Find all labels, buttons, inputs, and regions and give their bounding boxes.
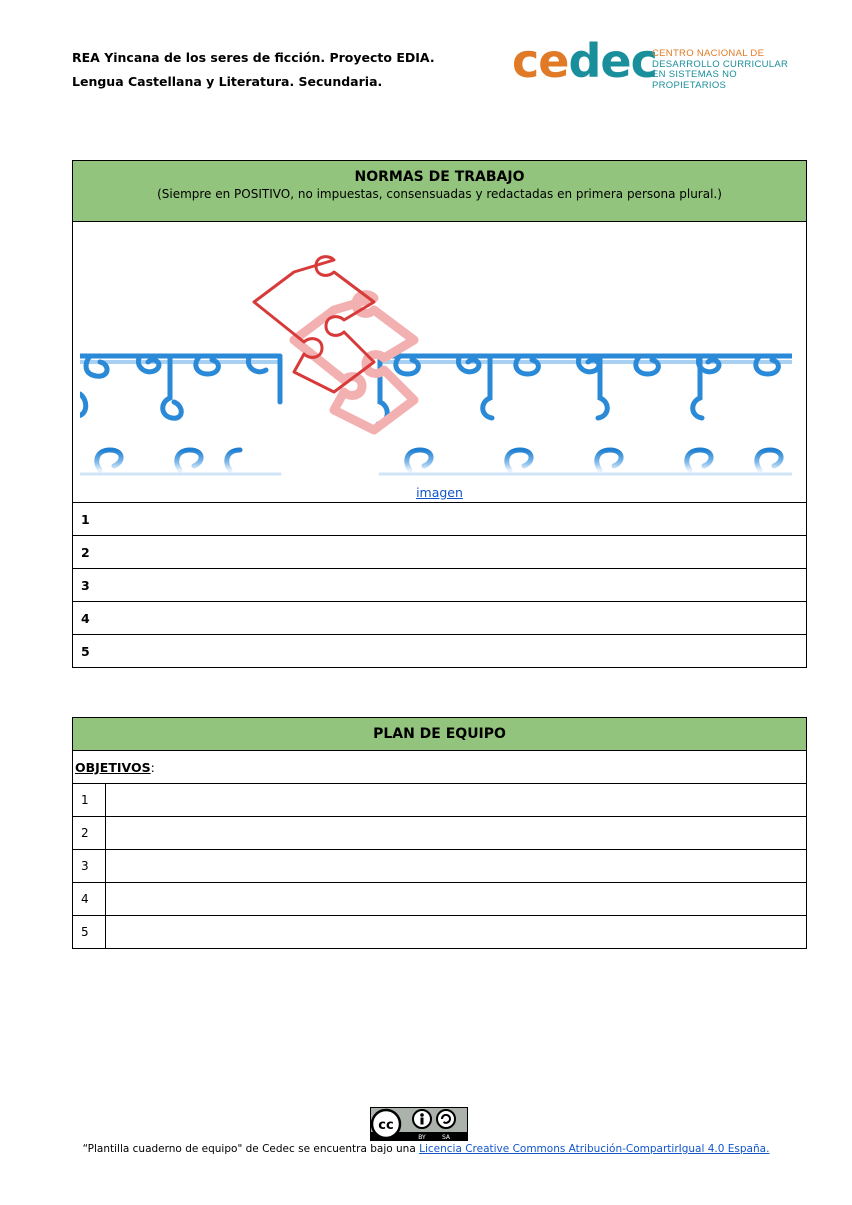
document-header (72, 46, 435, 94)
header-line-2: Lengua Castellana y Literatura. Secundaria. (72, 74, 383, 89)
objetivo-field-1[interactable] (106, 784, 807, 817)
plan-table (72, 717, 807, 949)
norma-row-4[interactable]: 4 (73, 602, 807, 635)
objetivo-field-4[interactable] (106, 883, 807, 916)
norma-row-3[interactable]: 3 (73, 569, 807, 602)
objetivo-number-3: 3 (73, 850, 106, 883)
objetivo-number-4: 4 (73, 883, 106, 916)
image-link[interactable]: imagen (416, 485, 463, 500)
normas-header (73, 161, 807, 222)
objetivo-field-3[interactable] (106, 850, 807, 883)
objetivo-number-1: 1 (73, 784, 106, 817)
norma-row-1[interactable]: 1 (73, 503, 807, 536)
logo-subtitle: CENTRO NACIONAL DE DESARROLLO CURRICULAR EN SISTEMAS NO PROPIETARIOS (652, 48, 789, 91)
normas-title: NORMAS DE TRABAJO (354, 169, 525, 185)
objetivos-label: OBJETIVOS: (73, 751, 807, 784)
puzzle-image (80, 234, 792, 490)
normas-subtitle: (Siempre en POSITIVO, no impuestas, consensuadas y redactadas en primera persona plural.) (157, 187, 722, 201)
objetivo-number-2: 2 (73, 817, 106, 850)
objetivo-field-2[interactable] (106, 817, 807, 850)
svg-text:BY: BY (418, 1134, 426, 1141)
license-text: “Plantilla cuaderno de equipo" de Cedec se encuentra bajo una (82, 1143, 420, 1155)
plan-title: PLAN DE EQUIPO (73, 718, 807, 751)
cc-by-sa-badge (370, 1107, 468, 1141)
norma-row-5[interactable]: 5 (73, 635, 807, 668)
objetivo-field-5[interactable] (106, 916, 807, 949)
norma-row-2[interactable]: 2 (73, 536, 807, 569)
logo-word: cedec (512, 34, 657, 88)
normas-table (72, 160, 807, 668)
puzzle-image-cell (73, 222, 807, 503)
svg-text:SA: SA (441, 1134, 451, 1141)
license-footer (0, 1143, 852, 1155)
cedec-logo (512, 34, 812, 91)
svg-text:cc: cc (378, 1118, 394, 1133)
objetivo-number-5: 5 (73, 916, 106, 949)
license-link[interactable]: Licencia Creative Commons Atribución-CompartirIgual 4.0 España. (419, 1143, 770, 1155)
header-line-1: REA Yincana de los seres de ficción. Proyecto EDIA. (72, 50, 435, 65)
